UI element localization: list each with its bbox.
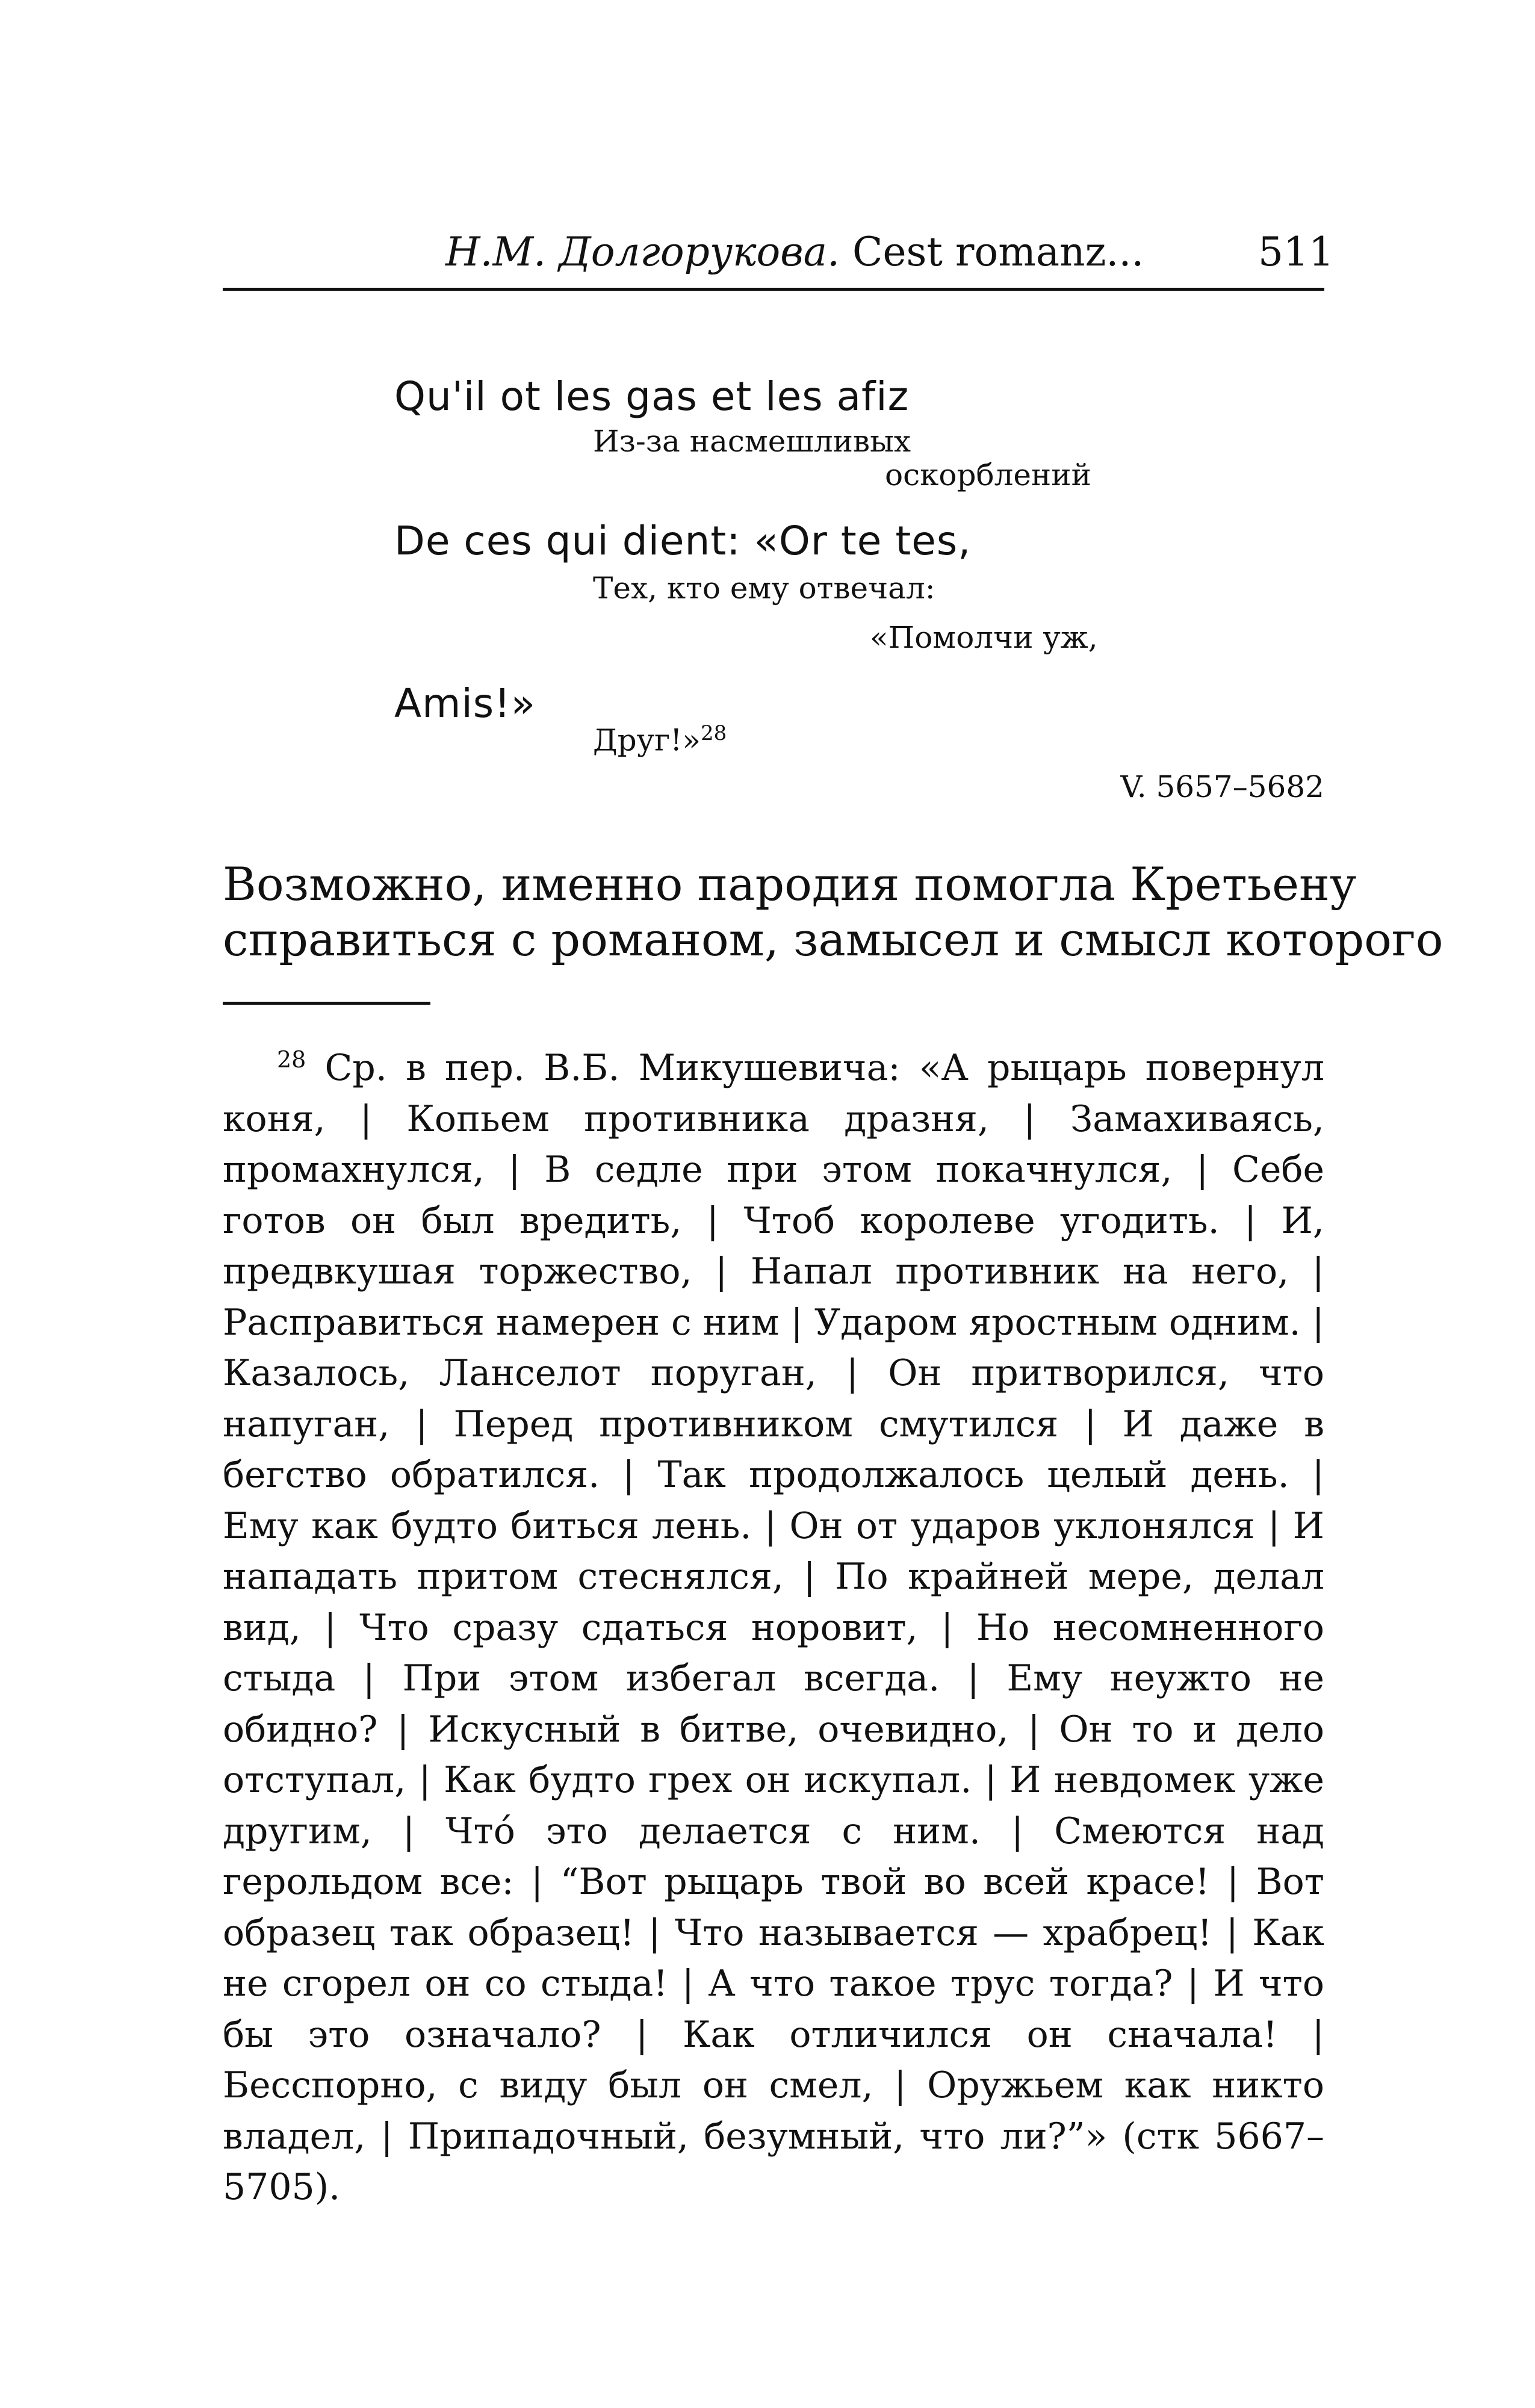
translation-line-3-text: Друг!» (593, 722, 701, 758)
body-line-2: справиться с романом, замысел и смысл которого (223, 913, 1444, 966)
translation-line-2a: Тех, кто ему отвечал: (593, 571, 935, 606)
verse-reference: V. 5657–5682 (1120, 769, 1324, 804)
header-work-title: Cest romanz... (840, 229, 1144, 275)
translation-line-1a: Из-за насмешливых (593, 424, 911, 459)
old-french-line-3: Amis!» (394, 680, 536, 727)
footnote-rule (223, 1002, 430, 1005)
running-header-title (445, 229, 1144, 275)
old-french-line-1: Qu'il ot les gas et les afiz (394, 373, 910, 420)
page-number: 511 (1258, 229, 1334, 275)
body-line-1: Возможно, именно пародия помогла Кретьену (223, 857, 1357, 911)
translation-line-3 (593, 721, 727, 758)
header-rule (223, 288, 1324, 291)
footnote-text: Ср. в пер. В.Б. Микушевича: «А рыцарь повернул коня, | Копьем противника дразня, | Замахиваясь, промахнулся, | В седле при этом покачнулся, | Себе готов он был вредить, | Чтоб королеве угодить. | И, предвкушая торжество, | Напал противник на него, | Расправиться намерен с ним | Ударом яростным одним. | Казалось, Ланселот поруган, | Он притворился, что напуган, | Перед противником смутился | И даже в бегство обратился. | Так продолжалось целый день. | Ему как будто биться лень. | Он от ударов уклонялся | И нападать притом стеснялся, | По крайней мере, делал вид, | Что сразу сдаться норовит, | Но несомненного стыда | При этом избегал всегда. | Ему неужто не обидно? | Искусный в битве, очевидно, | Он то и дело отступал, | Как будто грех он искупал. | И невдомек уже другим, | Что́ это делается с ним. | Смеются над герольдом все: | “Вот рыцарь твой во всей красе! | Вот образец так образец! | Что называется — храбрец! | Как не сгорел он со стыда! | А что такое трус тогда? | И что бы это означало? | Как отличился он сначала! | Бесспорно, с виду был он смел, | Оружьем как никто владел, | Припадочный, безумный, что ли?”» (стк 5667–5705). (223, 1047, 1324, 2208)
translation-line-2b: «Помолчи уж, (870, 620, 1098, 655)
translation-line-1b: оскорблений (885, 458, 1091, 492)
header-author: Н.М. Долгорукова. (445, 229, 840, 275)
footnote-marker: 28 (277, 1046, 306, 1073)
footnote-ref-28: 28 (700, 721, 727, 745)
old-french-line-2: De ces qui dient: «Or te tes, (394, 518, 972, 564)
footnote-28 (223, 1034, 1324, 2213)
